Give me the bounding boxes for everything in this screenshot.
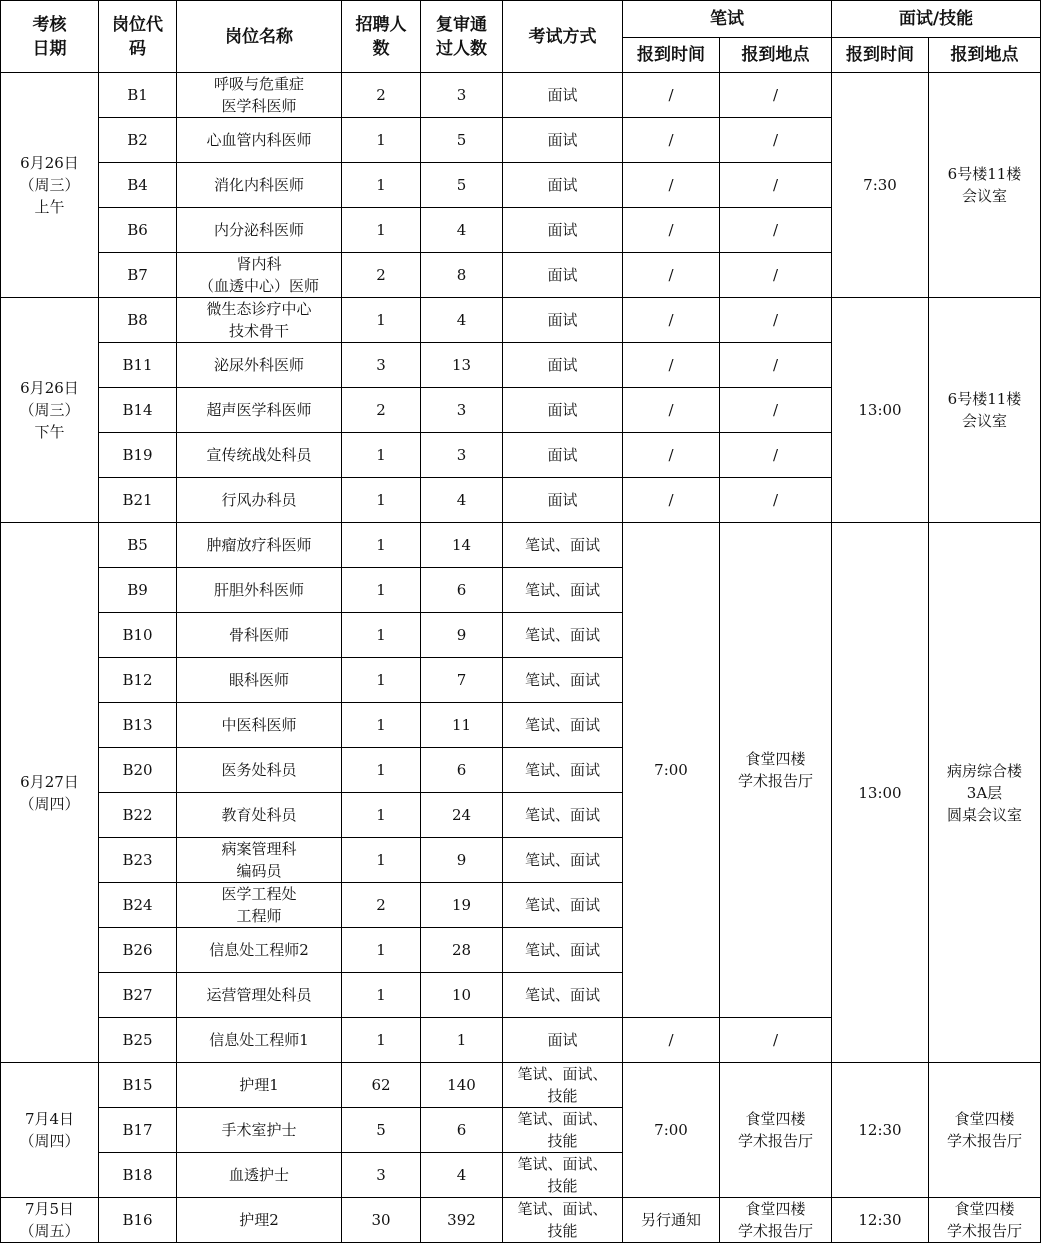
post-code-cell: B18 xyxy=(99,1153,177,1198)
written-place-cell: / xyxy=(720,1018,832,1063)
written-time-cell: / xyxy=(623,388,720,433)
written-time-cell: / xyxy=(623,478,720,523)
written-time-cell: 另行通知 xyxy=(623,1198,720,1243)
hire-count-cell: 1 xyxy=(342,478,421,523)
table-row xyxy=(1,298,1041,343)
written-time-cell: / xyxy=(623,343,720,388)
col-header-written: 笔试 xyxy=(623,1,832,38)
post-code-cell: B20 xyxy=(99,748,177,793)
interview-time-cell: 7:30 xyxy=(832,73,929,298)
post-code-cell: B9 xyxy=(99,568,177,613)
pass-count-cell: 4 xyxy=(421,208,503,253)
pass-count-cell: 10 xyxy=(421,973,503,1018)
pass-count-cell: 19 xyxy=(421,883,503,928)
post-name-cell: 医学工程处 工程师 xyxy=(177,883,342,928)
written-place-cell: / xyxy=(720,253,832,298)
exam-method-cell: 笔试、面试 xyxy=(503,838,623,883)
post-code-cell: B25 xyxy=(99,1018,177,1063)
interview-place-cell: 病房综合楼 3A层 圆桌会议室 xyxy=(929,523,1041,1063)
post-name-cell: 医务处科员 xyxy=(177,748,342,793)
hire-count-cell: 1 xyxy=(342,523,421,568)
pass-count-cell: 6 xyxy=(421,1108,503,1153)
col-header-pass: 复审通 过人数 xyxy=(421,1,503,73)
pass-count-cell: 7 xyxy=(421,658,503,703)
post-name-cell: 手术室护士 xyxy=(177,1108,342,1153)
pass-count-cell: 392 xyxy=(421,1198,503,1243)
exam-method-cell: 笔试、面试 xyxy=(503,523,623,568)
post-code-cell: B19 xyxy=(99,433,177,478)
written-place-cell: / xyxy=(720,388,832,433)
written-place-cell: 食堂四楼 学术报告厅 xyxy=(720,523,832,1018)
hire-count-cell: 3 xyxy=(342,343,421,388)
hire-count-cell: 1 xyxy=(342,973,421,1018)
col-header-hire: 招聘人 数 xyxy=(342,1,421,73)
written-place-cell: 食堂四楼 学术报告厅 xyxy=(720,1063,832,1198)
interview-place-cell: 食堂四楼 学术报告厅 xyxy=(929,1063,1041,1198)
post-code-cell: B11 xyxy=(99,343,177,388)
pass-count-cell: 5 xyxy=(421,118,503,163)
col-header-interview-time: 报到时间 xyxy=(832,38,929,73)
pass-count-cell: 5 xyxy=(421,163,503,208)
post-name-cell: 血透护士 xyxy=(177,1153,342,1198)
written-place-cell: / xyxy=(720,163,832,208)
post-name-cell: 宣传统战处科员 xyxy=(177,433,342,478)
post-code-cell: B15 xyxy=(99,1063,177,1108)
pass-count-cell: 6 xyxy=(421,748,503,793)
pass-count-cell: 14 xyxy=(421,523,503,568)
pass-count-cell: 11 xyxy=(421,703,503,748)
col-header-interview: 面试/技能 xyxy=(832,1,1041,38)
pass-count-cell: 3 xyxy=(421,388,503,433)
exam-date-cell: 7月5日 （周五） xyxy=(1,1198,99,1243)
hire-count-cell: 1 xyxy=(342,1018,421,1063)
exam-method-cell: 面试 xyxy=(503,253,623,298)
hire-count-cell: 30 xyxy=(342,1198,421,1243)
exam-method-cell: 笔试、面试、 技能 xyxy=(503,1063,623,1108)
post-code-cell: B23 xyxy=(99,838,177,883)
written-time-cell: / xyxy=(623,208,720,253)
interview-time-cell: 13:00 xyxy=(832,298,929,523)
pass-count-cell: 3 xyxy=(421,433,503,478)
exam-method-cell: 面试 xyxy=(503,298,623,343)
exam-method-cell: 笔试、面试 xyxy=(503,613,623,658)
post-name-cell: 泌尿外科医师 xyxy=(177,343,342,388)
hire-count-cell: 1 xyxy=(342,298,421,343)
post-code-cell: B16 xyxy=(99,1198,177,1243)
post-code-cell: B7 xyxy=(99,253,177,298)
post-code-cell: B8 xyxy=(99,298,177,343)
exam-method-cell: 面试 xyxy=(503,1018,623,1063)
written-time-cell: / xyxy=(623,118,720,163)
pass-count-cell: 24 xyxy=(421,793,503,838)
pass-count-cell: 4 xyxy=(421,298,503,343)
hire-count-cell: 1 xyxy=(342,208,421,253)
written-time-cell: / xyxy=(623,1018,720,1063)
exam-method-cell: 面试 xyxy=(503,208,623,253)
table-row xyxy=(1,1198,1041,1243)
interview-place-cell: 食堂四楼 学术报告厅 xyxy=(929,1198,1041,1243)
hire-count-cell: 1 xyxy=(342,658,421,703)
table-row xyxy=(1,523,1041,568)
exam-date-cell: 6月26日 （周三） 下午 xyxy=(1,298,99,523)
pass-count-cell: 9 xyxy=(421,838,503,883)
col-header-interview-place: 报到地点 xyxy=(929,38,1041,73)
pass-count-cell: 28 xyxy=(421,928,503,973)
written-place-cell: / xyxy=(720,208,832,253)
post-code-cell: B2 xyxy=(99,118,177,163)
written-time-cell: / xyxy=(623,73,720,118)
written-time-cell: / xyxy=(623,298,720,343)
exam-method-cell: 笔试、面试 xyxy=(503,658,623,703)
post-name-cell: 肝胆外科医师 xyxy=(177,568,342,613)
exam-method-cell: 笔试、面试 xyxy=(503,928,623,973)
written-place-cell: / xyxy=(720,433,832,478)
hire-count-cell: 1 xyxy=(342,793,421,838)
schedule-body xyxy=(1,73,1041,1243)
post-name-cell: 行风办科员 xyxy=(177,478,342,523)
table-row xyxy=(1,73,1041,118)
hire-count-cell: 1 xyxy=(342,433,421,478)
written-place-cell: / xyxy=(720,298,832,343)
post-name-cell: 消化内科医师 xyxy=(177,163,342,208)
hire-count-cell: 2 xyxy=(342,253,421,298)
pass-count-cell: 140 xyxy=(421,1063,503,1108)
pass-count-cell: 9 xyxy=(421,613,503,658)
post-name-cell: 骨科医师 xyxy=(177,613,342,658)
written-time-cell: 7:00 xyxy=(623,1063,720,1198)
post-code-cell: B10 xyxy=(99,613,177,658)
exam-method-cell: 面试 xyxy=(503,118,623,163)
exam-method-cell: 笔试、面试 xyxy=(503,883,623,928)
exam-method-cell: 笔试、面试 xyxy=(503,748,623,793)
post-name-cell: 超声医学科医师 xyxy=(177,388,342,433)
hire-count-cell: 2 xyxy=(342,883,421,928)
exam-date-cell: 6月26日 （周三） 上午 xyxy=(1,73,99,298)
col-header-method: 考试方式 xyxy=(503,1,623,73)
interview-time-cell: 12:30 xyxy=(832,1063,929,1198)
post-name-cell: 微生态诊疗中心 技术骨干 xyxy=(177,298,342,343)
post-name-cell: 运营管理处科员 xyxy=(177,973,342,1018)
col-header-date: 考核 日期 xyxy=(1,1,99,73)
hire-count-cell: 1 xyxy=(342,118,421,163)
exam-method-cell: 面试 xyxy=(503,478,623,523)
pass-count-cell: 6 xyxy=(421,568,503,613)
post-code-cell: B6 xyxy=(99,208,177,253)
post-name-cell: 心血管内科医师 xyxy=(177,118,342,163)
col-header-name: 岗位名称 xyxy=(177,1,342,73)
post-code-cell: B4 xyxy=(99,163,177,208)
written-place-cell: 食堂四楼 学术报告厅 xyxy=(720,1198,832,1243)
written-time-cell: / xyxy=(623,433,720,478)
hire-count-cell: 1 xyxy=(342,568,421,613)
table-row xyxy=(1,1063,1041,1108)
written-place-cell: / xyxy=(720,73,832,118)
post-name-cell: 肾内科 （血透中心）医师 xyxy=(177,253,342,298)
written-time-cell: / xyxy=(623,163,720,208)
interview-place-cell: 6号楼11楼 会议室 xyxy=(929,298,1041,523)
exam-date-cell: 7月4日 （周四） xyxy=(1,1063,99,1198)
exam-method-cell: 笔试、面试 xyxy=(503,973,623,1018)
hire-count-cell: 62 xyxy=(342,1063,421,1108)
pass-count-cell: 4 xyxy=(421,1153,503,1198)
post-code-cell: B22 xyxy=(99,793,177,838)
hire-count-cell: 5 xyxy=(342,1108,421,1153)
hire-count-cell: 1 xyxy=(342,613,421,658)
hire-count-cell: 1 xyxy=(342,703,421,748)
written-time-cell: 7:00 xyxy=(623,523,720,1018)
post-name-cell: 中医科医师 xyxy=(177,703,342,748)
exam-method-cell: 笔试、面试 xyxy=(503,703,623,748)
post-name-cell: 呼吸与危重症 医学科医师 xyxy=(177,73,342,118)
exam-method-cell: 面试 xyxy=(503,73,623,118)
header-row-1 xyxy=(1,1,1041,38)
interview-place-cell: 6号楼11楼 会议室 xyxy=(929,73,1041,298)
hire-count-cell: 1 xyxy=(342,928,421,973)
pass-count-cell: 1 xyxy=(421,1018,503,1063)
col-header-written-place: 报到地点 xyxy=(720,38,832,73)
post-name-cell: 信息处工程师1 xyxy=(177,1018,342,1063)
post-code-cell: B13 xyxy=(99,703,177,748)
pass-count-cell: 3 xyxy=(421,73,503,118)
post-code-cell: B27 xyxy=(99,973,177,1018)
exam-method-cell: 面试 xyxy=(503,343,623,388)
post-name-cell: 教育处科员 xyxy=(177,793,342,838)
post-code-cell: B12 xyxy=(99,658,177,703)
col-header-code: 岗位代 码 xyxy=(99,1,177,73)
post-name-cell: 内分泌科医师 xyxy=(177,208,342,253)
col-header-written-time: 报到时间 xyxy=(623,38,720,73)
post-name-cell: 病案管理科 编码员 xyxy=(177,838,342,883)
exam-method-cell: 笔试、面试 xyxy=(503,793,623,838)
post-name-cell: 护理2 xyxy=(177,1198,342,1243)
post-code-cell: B26 xyxy=(99,928,177,973)
post-code-cell: B21 xyxy=(99,478,177,523)
exam-method-cell: 笔试、面试、 技能 xyxy=(503,1108,623,1153)
written-place-cell: / xyxy=(720,478,832,523)
exam-method-cell: 笔试、面试、 技能 xyxy=(503,1153,623,1198)
post-code-cell: B14 xyxy=(99,388,177,433)
post-name-cell: 护理1 xyxy=(177,1063,342,1108)
exam-method-cell: 笔试、面试 xyxy=(503,568,623,613)
hire-count-cell: 3 xyxy=(342,1153,421,1198)
exam-method-cell: 面试 xyxy=(503,388,623,433)
post-name-cell: 信息处工程师2 xyxy=(177,928,342,973)
pass-count-cell: 8 xyxy=(421,253,503,298)
interview-time-cell: 13:00 xyxy=(832,523,929,1063)
hire-count-cell: 2 xyxy=(342,73,421,118)
post-name-cell: 眼科医师 xyxy=(177,658,342,703)
exam-method-cell: 面试 xyxy=(503,163,623,208)
post-code-cell: B1 xyxy=(99,73,177,118)
written-time-cell: / xyxy=(623,253,720,298)
post-code-cell: B5 xyxy=(99,523,177,568)
written-place-cell: / xyxy=(720,118,832,163)
hire-count-cell: 1 xyxy=(342,163,421,208)
pass-count-cell: 4 xyxy=(421,478,503,523)
pass-count-cell: 13 xyxy=(421,343,503,388)
exam-method-cell: 面试 xyxy=(503,433,623,478)
hire-count-cell: 1 xyxy=(342,838,421,883)
interview-time-cell: 12:30 xyxy=(832,1198,929,1243)
exam-date-cell: 6月27日 （周四） xyxy=(1,523,99,1063)
post-code-cell: B24 xyxy=(99,883,177,928)
post-code-cell: B17 xyxy=(99,1108,177,1153)
written-place-cell: / xyxy=(720,343,832,388)
post-name-cell: 肿瘤放疗科医师 xyxy=(177,523,342,568)
hire-count-cell: 2 xyxy=(342,388,421,433)
hire-count-cell: 1 xyxy=(342,748,421,793)
exam-method-cell: 笔试、面试、 技能 xyxy=(503,1198,623,1243)
